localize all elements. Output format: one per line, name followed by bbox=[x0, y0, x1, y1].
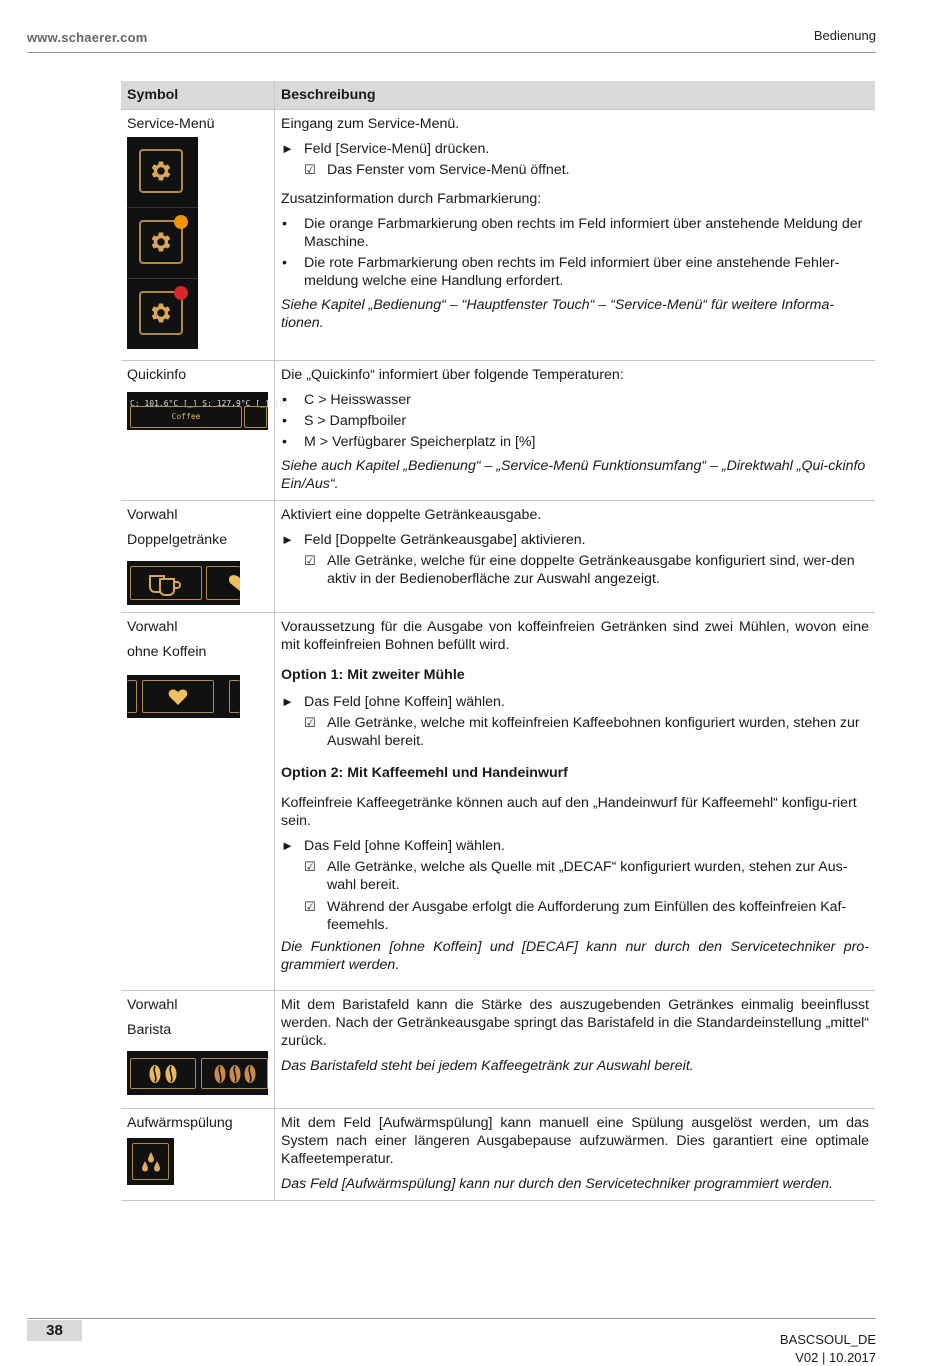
symbol-label: Quickinfo bbox=[127, 367, 187, 383]
description-text: Mit dem Baristafeld kann die Stärke des auszugebenden Getränkes einmalig beeinflusst werden. Nach der Getränkeausgabe springt das Baristafeld in die Standardeinstellung „mittel“ zurück. bbox=[281, 997, 869, 1049]
description-text: Die „Quickinfo“ informiert über folgende Temperaturen: bbox=[281, 367, 624, 383]
description-cell bbox=[275, 613, 876, 991]
table-row bbox=[121, 501, 875, 613]
reference-note: Das Baristafeld steht bei jedem Kaffeegetränk zur Auswahl bereit. bbox=[281, 1058, 694, 1074]
heart-icon bbox=[168, 688, 188, 706]
symbol-cell bbox=[121, 613, 275, 991]
quickinfo-side-button bbox=[244, 406, 267, 428]
quickinfo-icon bbox=[127, 392, 289, 430]
double-cup-icon bbox=[146, 570, 186, 596]
barista-icon bbox=[127, 1051, 268, 1095]
table-row bbox=[121, 110, 875, 361]
result-item: ☑ Während der Ausgabe erfolgt die Aufforderung zum Einfüllen des koffeinfreien Kaf-feemehls. bbox=[281, 898, 869, 934]
reference-note: Die Funktionen [ohne Koffein] und [DECAF] kann nur durch den Servicetechniker pro-grammiert werden. bbox=[281, 939, 869, 973]
document-version: V02 | 10.2017 bbox=[795, 1350, 876, 1365]
gear-icon bbox=[148, 229, 174, 255]
service-menu-icon bbox=[127, 137, 198, 208]
symbol-cell bbox=[121, 110, 275, 361]
red-status-dot bbox=[174, 286, 188, 300]
description-cell bbox=[275, 361, 876, 501]
symbol-label: Doppelgetränke bbox=[127, 532, 228, 548]
table-row bbox=[121, 991, 875, 1109]
result-item: ☑ Das Fenster vom Service-Menü öffnet. bbox=[281, 161, 869, 179]
coffee-bean-icon bbox=[165, 1064, 177, 1084]
description-text: Koffeinfreie Kaffeegetränke können auch auf den „Handeinwurf für Kaffeemehl“ konfigu-riert sein. bbox=[281, 795, 857, 829]
bullet-list bbox=[281, 215, 869, 290]
action-step: ► Feld [Service-Menü] drücken. bbox=[281, 140, 869, 158]
list-item: • S > Dampfboiler bbox=[281, 412, 869, 430]
symbol-cell bbox=[121, 361, 289, 501]
list-item: • C > Heisswasser bbox=[281, 391, 869, 409]
description-text: Zusatzinformation durch Farbmarkierung: bbox=[281, 191, 542, 207]
quickinfo-coffee-button: Coffee bbox=[130, 406, 242, 428]
decaf-icon bbox=[127, 675, 240, 718]
symbol-table bbox=[121, 81, 875, 1201]
description-text: Mit dem Feld [Aufwärmspülung] kann manuell eine Spülung ausgelöst werden, um das System nach einer längeren Ausgabepause aufzuwärmen. Dies garantiert eine optimale Kaffeetemperatur. bbox=[281, 1115, 869, 1167]
gear-icon bbox=[148, 300, 174, 326]
symbol-label: Service-Menü bbox=[127, 116, 215, 132]
action-step: ► Feld [Doppelte Getränkeausgabe] aktivieren. bbox=[281, 531, 869, 549]
list-item: • Die orange Farbmarkierung oben rechts im Feld informiert über anstehende Meldung der Maschine. bbox=[281, 215, 869, 251]
column-header-symbol: Symbol bbox=[121, 81, 275, 110]
action-step: ► Das Feld [ohne Koffein] wählen. bbox=[281, 693, 869, 711]
reference-note: Siehe auch Kapitel „Bedienung“ – „Service-Menü Funktionsumfang“ – „Direktwahl „Qui-ckinfo Ein/Aus“. bbox=[281, 458, 866, 492]
quickinfo-readout: C: 101.6°C [_] S: 127.9°C [_] [0] bbox=[130, 399, 289, 408]
symbol-label: Barista bbox=[127, 1022, 172, 1038]
coffee-bean-icon bbox=[214, 1064, 226, 1084]
description-text: Eingang zum Service-Menü. bbox=[281, 116, 460, 132]
document-id: BASCSOUL_DE bbox=[779, 1332, 876, 1347]
result-item: ☑ Alle Getränke, welche mit koffeinfreien Kaffeebohnen konfiguriert wurden, stehen zur Auswahl bereit. bbox=[281, 714, 869, 750]
coffee-bean-icon bbox=[244, 1064, 256, 1084]
symbol-label: Vorwahl bbox=[127, 997, 178, 1013]
list-item: • Die rote Farbmarkierung oben rechts im Feld informiert über eine anstehende Fehler-meldung welche eine Handlung erfordert. bbox=[281, 254, 869, 290]
reference-note: Siehe Kapitel „Bedienung“ – “Hauptfenster Touch“ – “Service-Menü“ für weitere Informa-tionen. bbox=[281, 297, 835, 331]
coffee-bean-icon bbox=[229, 1064, 241, 1084]
gear-icon bbox=[148, 158, 174, 184]
reference-note: Das Feld [Aufwärmspülung] kann nur durch den Servicetechniker programmiert werden. bbox=[281, 1176, 833, 1192]
description-text: Aktiviert eine doppelte Getränkeausgabe. bbox=[281, 507, 542, 523]
result-item: ☑ Alle Getränke, welche als Quelle mit „DECAF“ konfiguriert wurden, stehen zur Aus-wahl bereit. bbox=[281, 858, 869, 894]
warmup-rinse-icon bbox=[127, 1138, 174, 1185]
header-divider bbox=[27, 52, 876, 53]
double-drinks-icon bbox=[127, 561, 240, 605]
table-row bbox=[121, 361, 875, 501]
symbol-cell bbox=[121, 1109, 275, 1201]
symbol-cell bbox=[121, 501, 275, 613]
table-header-row bbox=[121, 81, 875, 110]
orange-status-dot bbox=[174, 215, 188, 229]
service-menu-icon-error bbox=[127, 279, 198, 349]
water-drops-icon bbox=[139, 1151, 163, 1173]
column-header-description: Beschreibung bbox=[275, 81, 876, 110]
symbol-label: Vorwahl bbox=[127, 619, 178, 635]
symbol-label: ohne Koffein bbox=[127, 644, 207, 660]
result-item: ☑ Alle Getränke, welche für eine doppelte Getränkeausgabe konfiguriert sind, wer-den aktiv in der Bedienoberfläche zur Auswahl angezeigt. bbox=[281, 552, 869, 588]
option-title: Option 2: Mit Kaffeemehl und Handeinwurf bbox=[281, 765, 568, 781]
coffee-bean-icon bbox=[149, 1064, 161, 1084]
description-cell bbox=[275, 501, 876, 613]
description-text: Voraussetzung für die Ausgabe von koffeinfreien Getränken sind zwei Mühlen, wovon eine mit koffeinfreien Bohnen befüllt wird. bbox=[281, 619, 869, 653]
footer-divider bbox=[27, 1318, 876, 1319]
description-cell bbox=[275, 1109, 876, 1201]
symbol-label: Aufwärmspülung bbox=[127, 1115, 233, 1131]
header-section: Bedienung bbox=[813, 28, 876, 43]
symbol-cell bbox=[121, 991, 275, 1109]
description-cell bbox=[275, 110, 876, 361]
header-website: www.schaerer.com bbox=[27, 30, 148, 45]
service-menu-icons bbox=[127, 137, 198, 349]
page-number: 38 bbox=[27, 1320, 82, 1341]
action-step: ► Das Feld [ohne Koffein] wählen. bbox=[281, 837, 869, 855]
description-cell bbox=[275, 991, 876, 1109]
symbol-label: Vorwahl bbox=[127, 507, 178, 523]
bullet-list bbox=[281, 391, 869, 451]
heart-icon bbox=[226, 574, 240, 592]
table-row bbox=[121, 1109, 875, 1201]
option-title: Option 1: Mit zweiter Mühle bbox=[281, 667, 465, 683]
table-row bbox=[121, 613, 875, 991]
list-item: • M > Verfügbarer Speicherplatz in [%] bbox=[281, 433, 869, 451]
service-menu-icon-warning bbox=[127, 208, 198, 279]
